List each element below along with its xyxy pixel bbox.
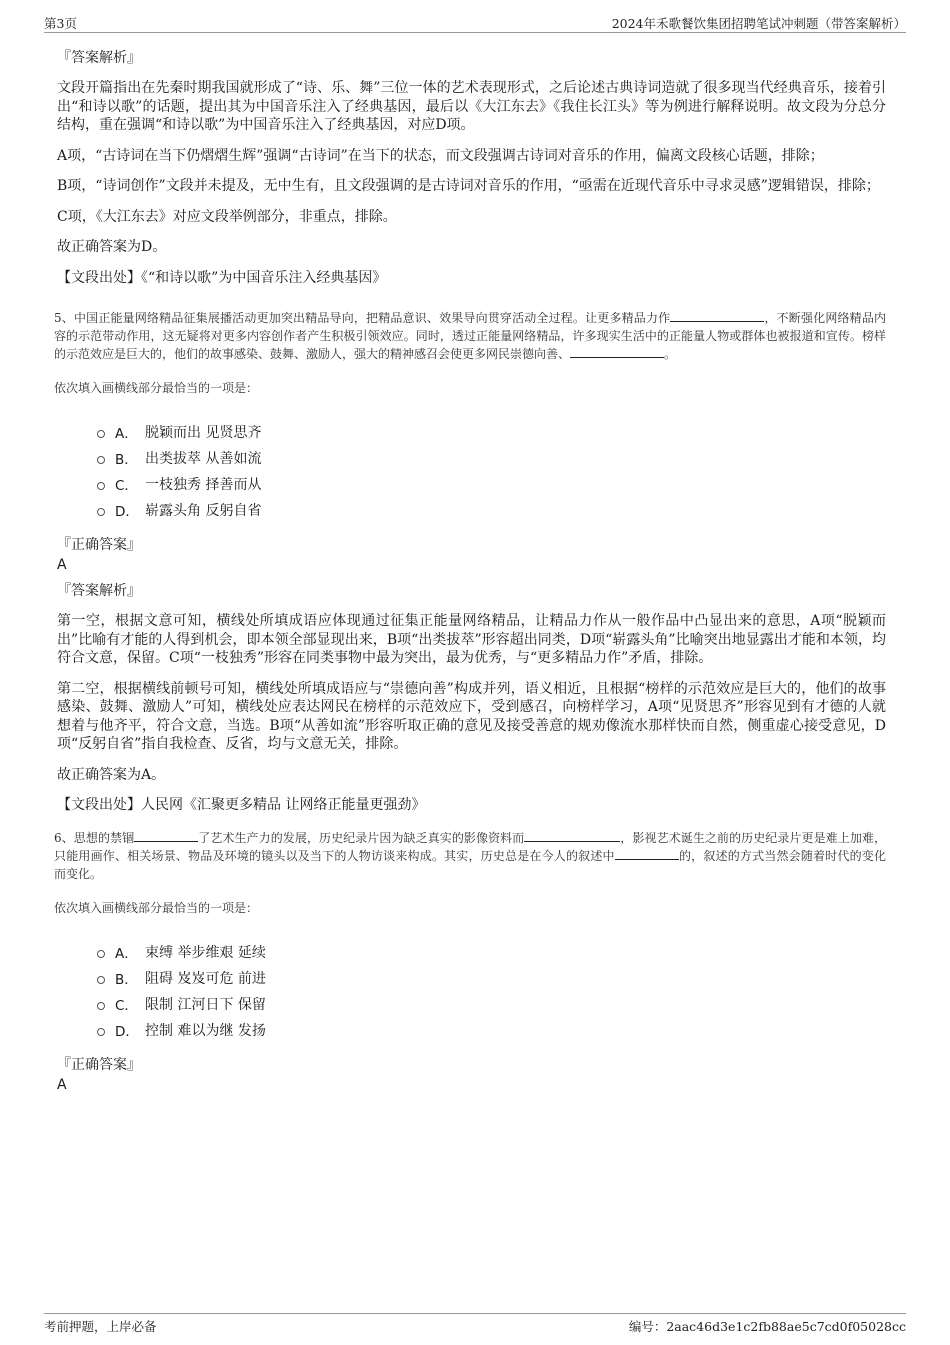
q4-analysis-p2: A项，“古诗词在当下仍熠熠生辉”强调“古诗词”在当下的状态，而文段强调古诗词对音乐的作用，偏离文段核心话题，排除； bbox=[57, 147, 824, 164]
q6-options bbox=[97, 939, 886, 1043]
q6-stem: 6、思想的禁锢 了艺术生产力的发展，历史纪录片因为缺乏真实的影像资料而 ，影视艺术诞生之前的历史纪录片更是难上加难，只能用画作、相关场景、物品及环境的镜头以及当下的人物访谈来构成。其实，历史总是在今人的叙述中 的，叙述的方式当然会随着时代的变化而变化。 bbox=[54, 830, 886, 881]
radio-icon[interactable] bbox=[97, 1002, 105, 1010]
q5-option-b[interactable]: B． 出类拔萃 从善如流 bbox=[97, 445, 886, 471]
q4-conclusion: 故正确答案为D。 bbox=[57, 239, 167, 255]
q5-options bbox=[97, 419, 886, 523]
q6-blank-2 bbox=[524, 829, 620, 842]
radio-icon[interactable] bbox=[97, 430, 105, 438]
q5-option-a[interactable]: A． 脱颖而出 见贤思齐 bbox=[97, 419, 886, 445]
q5-analysis-p2: 第二空，根据横线前顿号可知，横线处所填成语应与“崇德向善”构成并列，语义相近，且根据“榜样的示范效应是巨大的，他们的故事感染、鼓舞、激励人”可知，横线处应表达网民在榜样的示范效应下，受到感召，向榜样学习，A项“见贤思齐”形容见到有才德的人就想着与他齐平，符合文意，当选。B项“从善如流”形容听取正确的意见及接受善意的规劝像流水那样快而自然，侧重虚心接受意见，D项“反躬自省”指自我检查、反省，均与文意无关，排除。 bbox=[57, 680, 886, 752]
q6-correct-tag: 『正确答案』 bbox=[57, 1056, 141, 1073]
page-header bbox=[44, 14, 906, 33]
q4-analysis-p4: C项，《大江东去》对应文段举例部分，非重点，排除。 bbox=[57, 208, 397, 225]
q6-option-b[interactable]: B． 阻碍 岌岌可危 前进 bbox=[97, 965, 886, 991]
footer-slogan: 考前押题，上岸必备 bbox=[44, 1319, 157, 1334]
page-footer bbox=[44, 1313, 906, 1334]
q5-prompt: 依次填入画横线部分最恰当的一项是： bbox=[54, 381, 259, 395]
q4-source: 【文段出处】《“和诗以歌”为中国音乐注入经典基因》 bbox=[57, 269, 387, 286]
radio-icon[interactable] bbox=[97, 976, 105, 984]
q4-analysis-p1: 文段开篇指出在先秦时期我国就形成了“诗、乐、舞”三位一体的艺术表现形式，之后论述古典诗词造就了很多现当代经典音乐，接着引出“和诗以歌”的话题，提出其为中国音乐注入了经典基因，最后以《大江东去》《我住长江头》等为例进行解释说明。故文段为分总分结构，重在强调“和诗以歌”为中国音乐注入了经典基因，对应D项。 bbox=[57, 80, 886, 133]
q5-correct-answer: A bbox=[57, 557, 67, 573]
q6-blank-3 bbox=[615, 847, 679, 860]
document-title: 2024年禾歌餐饮集团招聘笔试冲刺题（带答案解析） bbox=[611, 16, 906, 31]
q5-analysis-p1: 第一空，根据文意可知，横线处所填成语应体现通过征集正能量网络精品，让精品力作从一般作品中凸显出来的意思，A项“脱颖而出”比喻有才能的人得到机会，即本领全部显现出来，B项“出类拔萃”形容超出同类，D项“崭露头角”比喻突出地显露出才能和本领，均符合文意，保留。C项“一枝独秀”形容在同类事物中最为突出，最为优秀，与“更多精品力作”矛盾，排除。 bbox=[57, 613, 886, 666]
q6-blank-1 bbox=[134, 829, 198, 842]
q5-option-d[interactable]: D． 崭露头角 反躬自省 bbox=[97, 497, 886, 523]
radio-icon[interactable] bbox=[97, 508, 105, 516]
page-content bbox=[54, 44, 886, 1101]
q6-prompt: 依次填入画横线部分最恰当的一项是： bbox=[54, 900, 259, 915]
radio-icon[interactable] bbox=[97, 950, 105, 958]
radio-icon[interactable] bbox=[97, 1028, 105, 1036]
radio-icon[interactable] bbox=[97, 482, 105, 490]
q5-option-c[interactable]: C． 一枝独秀 择善而从 bbox=[97, 471, 886, 497]
q5-correct-tag: 『正确答案』 bbox=[57, 537, 141, 553]
q5-blank-1 bbox=[670, 309, 764, 322]
q4-analysis-p3: B项，“诗词创作”文段并未提及，无中生有，且文段强调的是古诗词对音乐的作用，“亟需在近现代音乐中寻求灵感”逻辑错误，排除； bbox=[57, 178, 880, 194]
q6-option-d[interactable]: D． 控制 难以为继 发扬 bbox=[97, 1017, 886, 1043]
document-id: 编号：2aac46d3e1c2fb88ae5c7cd0f05028cc bbox=[628, 1319, 906, 1334]
radio-icon[interactable] bbox=[97, 456, 105, 464]
q5-stem: 5、中国正能量网络精品征集展播活动更加突出精品导向，把精品意识、效果导向贯穿活动全过程。让更多精品力作 ，不断强化网络精品内容的示范带动作用，这无疑将对更多内容创作者产生积极引领效应。同时，透过正能量网络精品，许多现实生活中的正能量人物或群体也被报道和宣传。榜样的示范效应是巨大的，他们的故事感染、鼓舞、激励人，强大的精神感召会使更多网民崇德向善、 。 bbox=[54, 311, 886, 361]
q5-analysis-tag: 『答案解析』 bbox=[57, 583, 141, 599]
q4-analysis-tag: 『答案解析』 bbox=[57, 50, 141, 66]
q5-conclusion: 故正确答案为A。 bbox=[57, 766, 166, 783]
q6-option-c[interactable]: C． 限制 江河日下 保留 bbox=[97, 991, 886, 1017]
q5-blank-2 bbox=[570, 345, 664, 358]
q6-option-a[interactable]: A． 束缚 举步维艰 延续 bbox=[97, 939, 886, 965]
q6-correct-answer: A bbox=[57, 1076, 67, 1093]
page-number: 第3页 bbox=[44, 16, 77, 31]
q5-source: 【文段出处】人民网《汇聚更多精品 让网络正能量更强劲》 bbox=[57, 797, 426, 813]
